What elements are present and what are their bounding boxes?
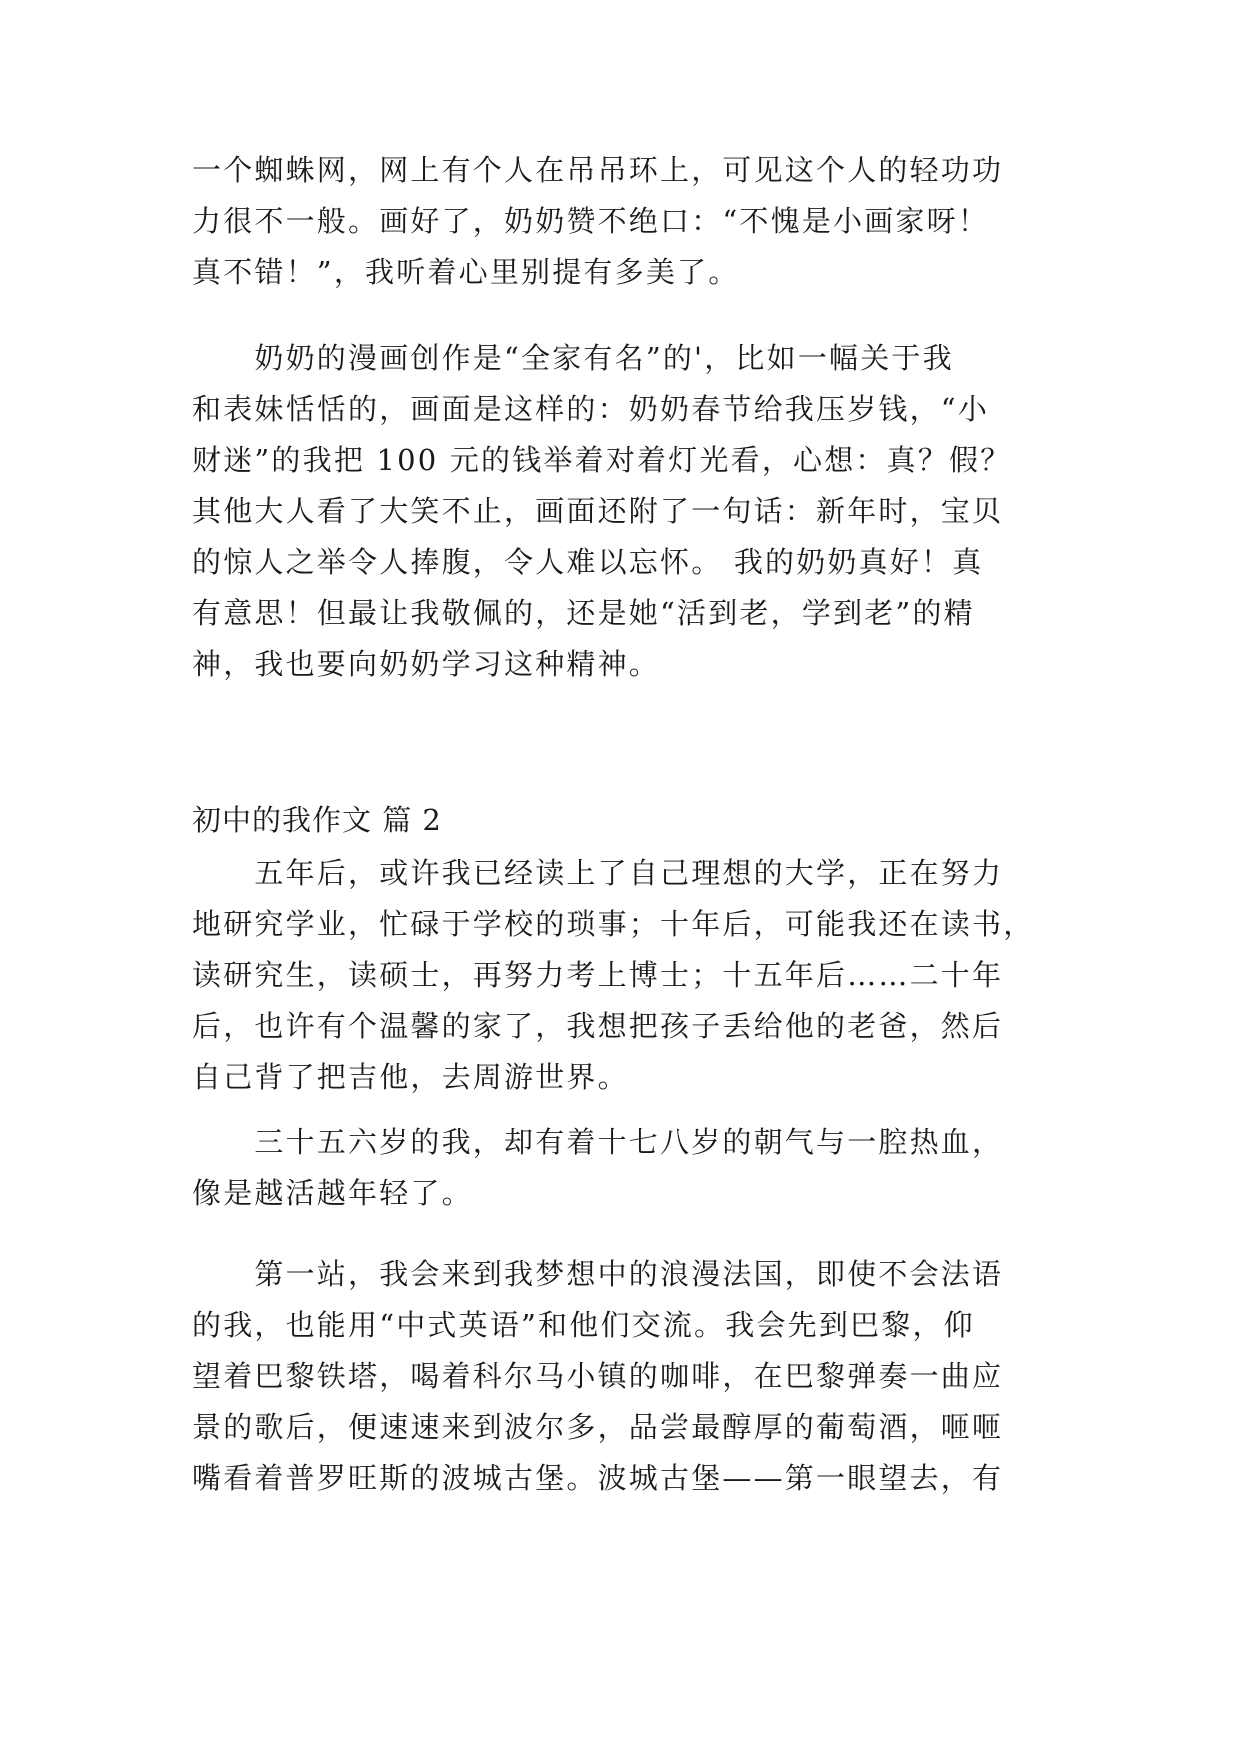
text-line: 的我，也能用“中式英语”和他们交流。我会先到巴黎，仰 <box>192 1308 975 1342</box>
text-line: 第一站，我会来到我梦想中的浪漫法国，即使不会法语 <box>192 1257 1004 1291</box>
text-line: 地研究学业，忙碌于学校的琐事；十年后，可能我还在读书， <box>192 907 1035 941</box>
text-line: 自己背了把吉他，去周游世界。 <box>192 1060 629 1094</box>
text-line: 嘴看着普罗旺斯的波城古堡。波城古堡——第一眼望去，有 <box>192 1461 1004 1495</box>
text-line: 其他大人看了大笑不止，画面还附了一句话：新年时，宝贝 <box>192 494 1004 528</box>
text-line: 和表妹恬恬的，画面是这样的：奶奶春节给我压岁钱，“小 <box>192 392 990 426</box>
text-line: 真不错！”，我听着心里别提有多美了。 <box>192 255 740 289</box>
text-line: 力很不一般。画好了，奶奶赞不绝口：“不愧是小画家呀！ <box>192 204 990 238</box>
text-line: 一个蜘蛛网，网上有个人在吊吊环上，可见这个人的轻功功 <box>192 153 1004 187</box>
section-heading: 初中的我作文 篇 2 <box>192 803 442 837</box>
text-line: 景的歌后，便速速来到波尔多，品尝最醇厚的葡萄酒，咂咂 <box>192 1410 1004 1444</box>
text-line: 望着巴黎铁塔，喝着科尔马小镇的咖啡，在巴黎弹奏一曲应 <box>192 1359 1004 1393</box>
text-line: 后，也许有个温馨的家了，我想把孩子丢给他的老爸，然后 <box>192 1009 1004 1043</box>
text-line: 五年后，或许我已经读上了自己理想的大学，正在努力 <box>192 856 1004 890</box>
text-line: 的惊人之举令人捧腹，令人难以忘怀。 我的奶奶真好！真 <box>192 545 984 579</box>
text-line: 奶奶的漫画创作是“全家有名”的'，比如一幅关于我 <box>192 341 954 375</box>
text-line: 读研究生，读硕士，再努力考上博士；十五年后……二十年 <box>192 958 1004 992</box>
text-line: 三十五六岁的我，却有着十七八岁的朝气与一腔热血， <box>192 1125 1004 1159</box>
text-line: 像是越活越年轻了。 <box>192 1176 473 1210</box>
text-line: 财迷”的我把 100 元的钱举着对着灯光看，心想：真？假？ <box>192 443 1012 477</box>
text-line: 有意思！但最让我敬佩的，还是她“活到老，学到老”的精 <box>192 596 975 630</box>
text-line: 神，我也要向奶奶学习这种精神。 <box>192 647 661 681</box>
